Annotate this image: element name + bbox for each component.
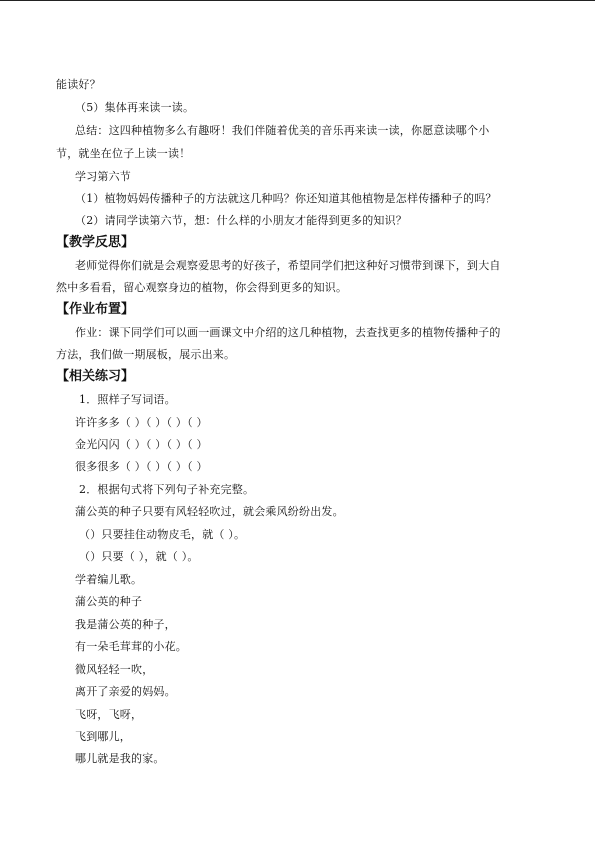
text-line: 很多很多（ ）（ ）（ ）（ ）: [75, 460, 208, 473]
text-line: 学习第六节: [75, 170, 131, 183]
poem-line: 微风轻轻一吹，: [75, 663, 154, 676]
poem-line: 飞到哪儿，: [75, 730, 131, 743]
text-line: 学着编儿歌。: [75, 573, 143, 586]
text-line: （1）植物妈妈传播种子的方法就这几种吗？你还知道其他植物是怎样传播种子的吗？: [75, 192, 497, 205]
text-line: （）只要（ ），就（ ）。: [79, 550, 199, 563]
section-heading-reflection: 【教学反思】: [56, 235, 135, 250]
poem-title: 蒲公英的种子: [75, 595, 143, 608]
poem-line: 我是蒲公英的种子，: [75, 618, 176, 631]
poem-line: 有一朵毛茸茸的小花。: [75, 640, 187, 653]
text-line: 作业：课下同学们可以画一画课文中介绍的这几种植物，去查找更多的植物传播种子的: [75, 326, 501, 339]
text-line: 金光闪闪（ ）（ ）（ ）（ ）: [75, 438, 208, 451]
text-line: 然中多看看，留心观察身边的植物，你会得到更多的知识。: [56, 281, 348, 294]
text-line: 节，就坐在位子上读一读！: [56, 147, 191, 160]
text-line: 老师觉得你们就是会观察爱思考的好孩子，希望同学们把这种好习惯带到课下，到大自: [75, 259, 501, 272]
section-heading-exercises: 【相关练习】: [56, 369, 135, 384]
header-rule: [0, 0, 595, 1]
text-line: 总结：这四种植物多么有趣呀！我们伴随着优美的音乐再来读一读，你愿意读哪个小: [75, 124, 490, 137]
section-heading-homework: 【作业布置】: [56, 302, 135, 317]
text-line: 2．根据句式将下列句子补充完整。: [79, 483, 255, 496]
text-line: 许许多多（ ）（ ）（ ）（ ）: [75, 416, 208, 429]
text-line: 蒲公英的种子只要有风轻轻吹过，就会乘风纷纷出发。: [75, 505, 344, 518]
poem-line: 哪儿就是我的家。: [75, 752, 165, 765]
text-line: 1．照样子写词语。: [79, 393, 176, 406]
text-line: 能读好？: [56, 78, 101, 91]
text-line: （5）集体再来读一读。: [75, 101, 195, 114]
poem-line: 飞呀，飞呀，: [75, 708, 143, 721]
poem-line: 离开了亲爱的妈妈。: [75, 685, 176, 698]
text-line: （2）请同学读第六节，想：什么样的小朋友才能得到更多的知识？: [75, 214, 407, 227]
text-line: （）只要挂住动物皮毛，就（ ）。: [79, 528, 246, 541]
text-line: 方法，我们做一期展板，展示出来。: [56, 348, 236, 361]
